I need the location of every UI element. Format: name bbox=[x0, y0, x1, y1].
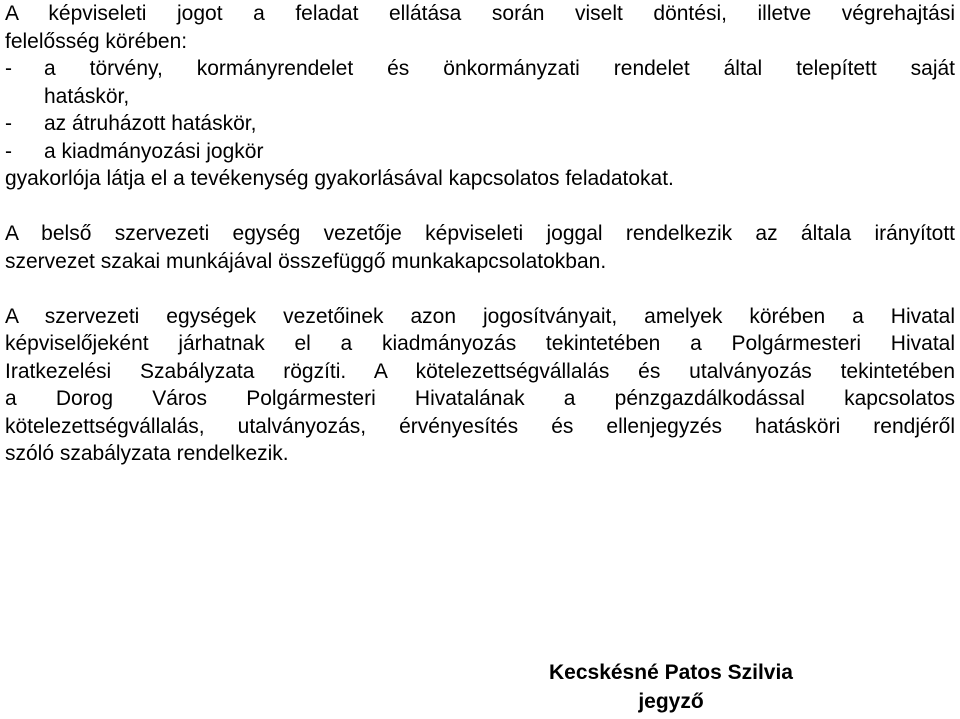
list-item bbox=[5, 110, 955, 138]
paragraph-line: a Dorog Város Polgármesteri Hivatalának a pénzgazdálkodással kapcsolatos bbox=[5, 387, 955, 410]
paragraph-line: A belső szervezeti egység vezetője képviseleti joggal rendelkezik az általa irányított bbox=[5, 222, 955, 245]
paragraph-line: Iratkezelési Szabályzata rögzíti. A kötelezettségvállalás és utalványozás tekintetében bbox=[5, 359, 955, 383]
signature-title: jegyző bbox=[638, 690, 704, 713]
document-body bbox=[5, 0, 955, 468]
paragraph-line: képviselőjeként járhatnak el a kiadmányozás tekintetében a Polgármesteri Hivatal bbox=[5, 332, 955, 355]
closing-line: gyakorlója látja el a tevékenység gyakorlásával kapcsolatos feladatokat. bbox=[5, 167, 674, 190]
list-item-continuation: hatáskör, bbox=[44, 84, 130, 108]
list-item bbox=[5, 138, 955, 166]
list-item-text: a törvény, kormányrendelet és önkormányzati rendelet által telepített saját bbox=[44, 57, 955, 80]
intro-line: A képviseleti jogot a feladat ellátása során viselt döntési, illetve végrehajtási bbox=[5, 2, 955, 25]
signature-name: Kecskésné Patos Szilvia bbox=[549, 661, 793, 684]
intro-line: felelősség körében: bbox=[5, 29, 188, 53]
paragraph-line: A szervezeti egységek vezetőinek azon jogosítványait, amelyek körében a Hivatal bbox=[5, 304, 955, 328]
paragraph-line: szervezet szakai munkájával összefüggő munkakapcsolatokban. bbox=[5, 249, 607, 273]
bullet-dash: - bbox=[5, 139, 12, 163]
list-item-text: a kiadmányozási jogkör bbox=[44, 139, 264, 163]
bullet-dash: - bbox=[5, 112, 12, 135]
list-item bbox=[5, 55, 955, 83]
list-item-text: az átruházott hatáskör, bbox=[44, 112, 257, 135]
paragraph-line: kötelezettségvállalás, utalványozás, érvényesítés és ellenjegyzés hatásköri rendjéről bbox=[5, 414, 955, 438]
paragraph-line: szóló szabályzata rendelkezik. bbox=[5, 442, 289, 465]
bullet-dash: - bbox=[5, 57, 12, 80]
